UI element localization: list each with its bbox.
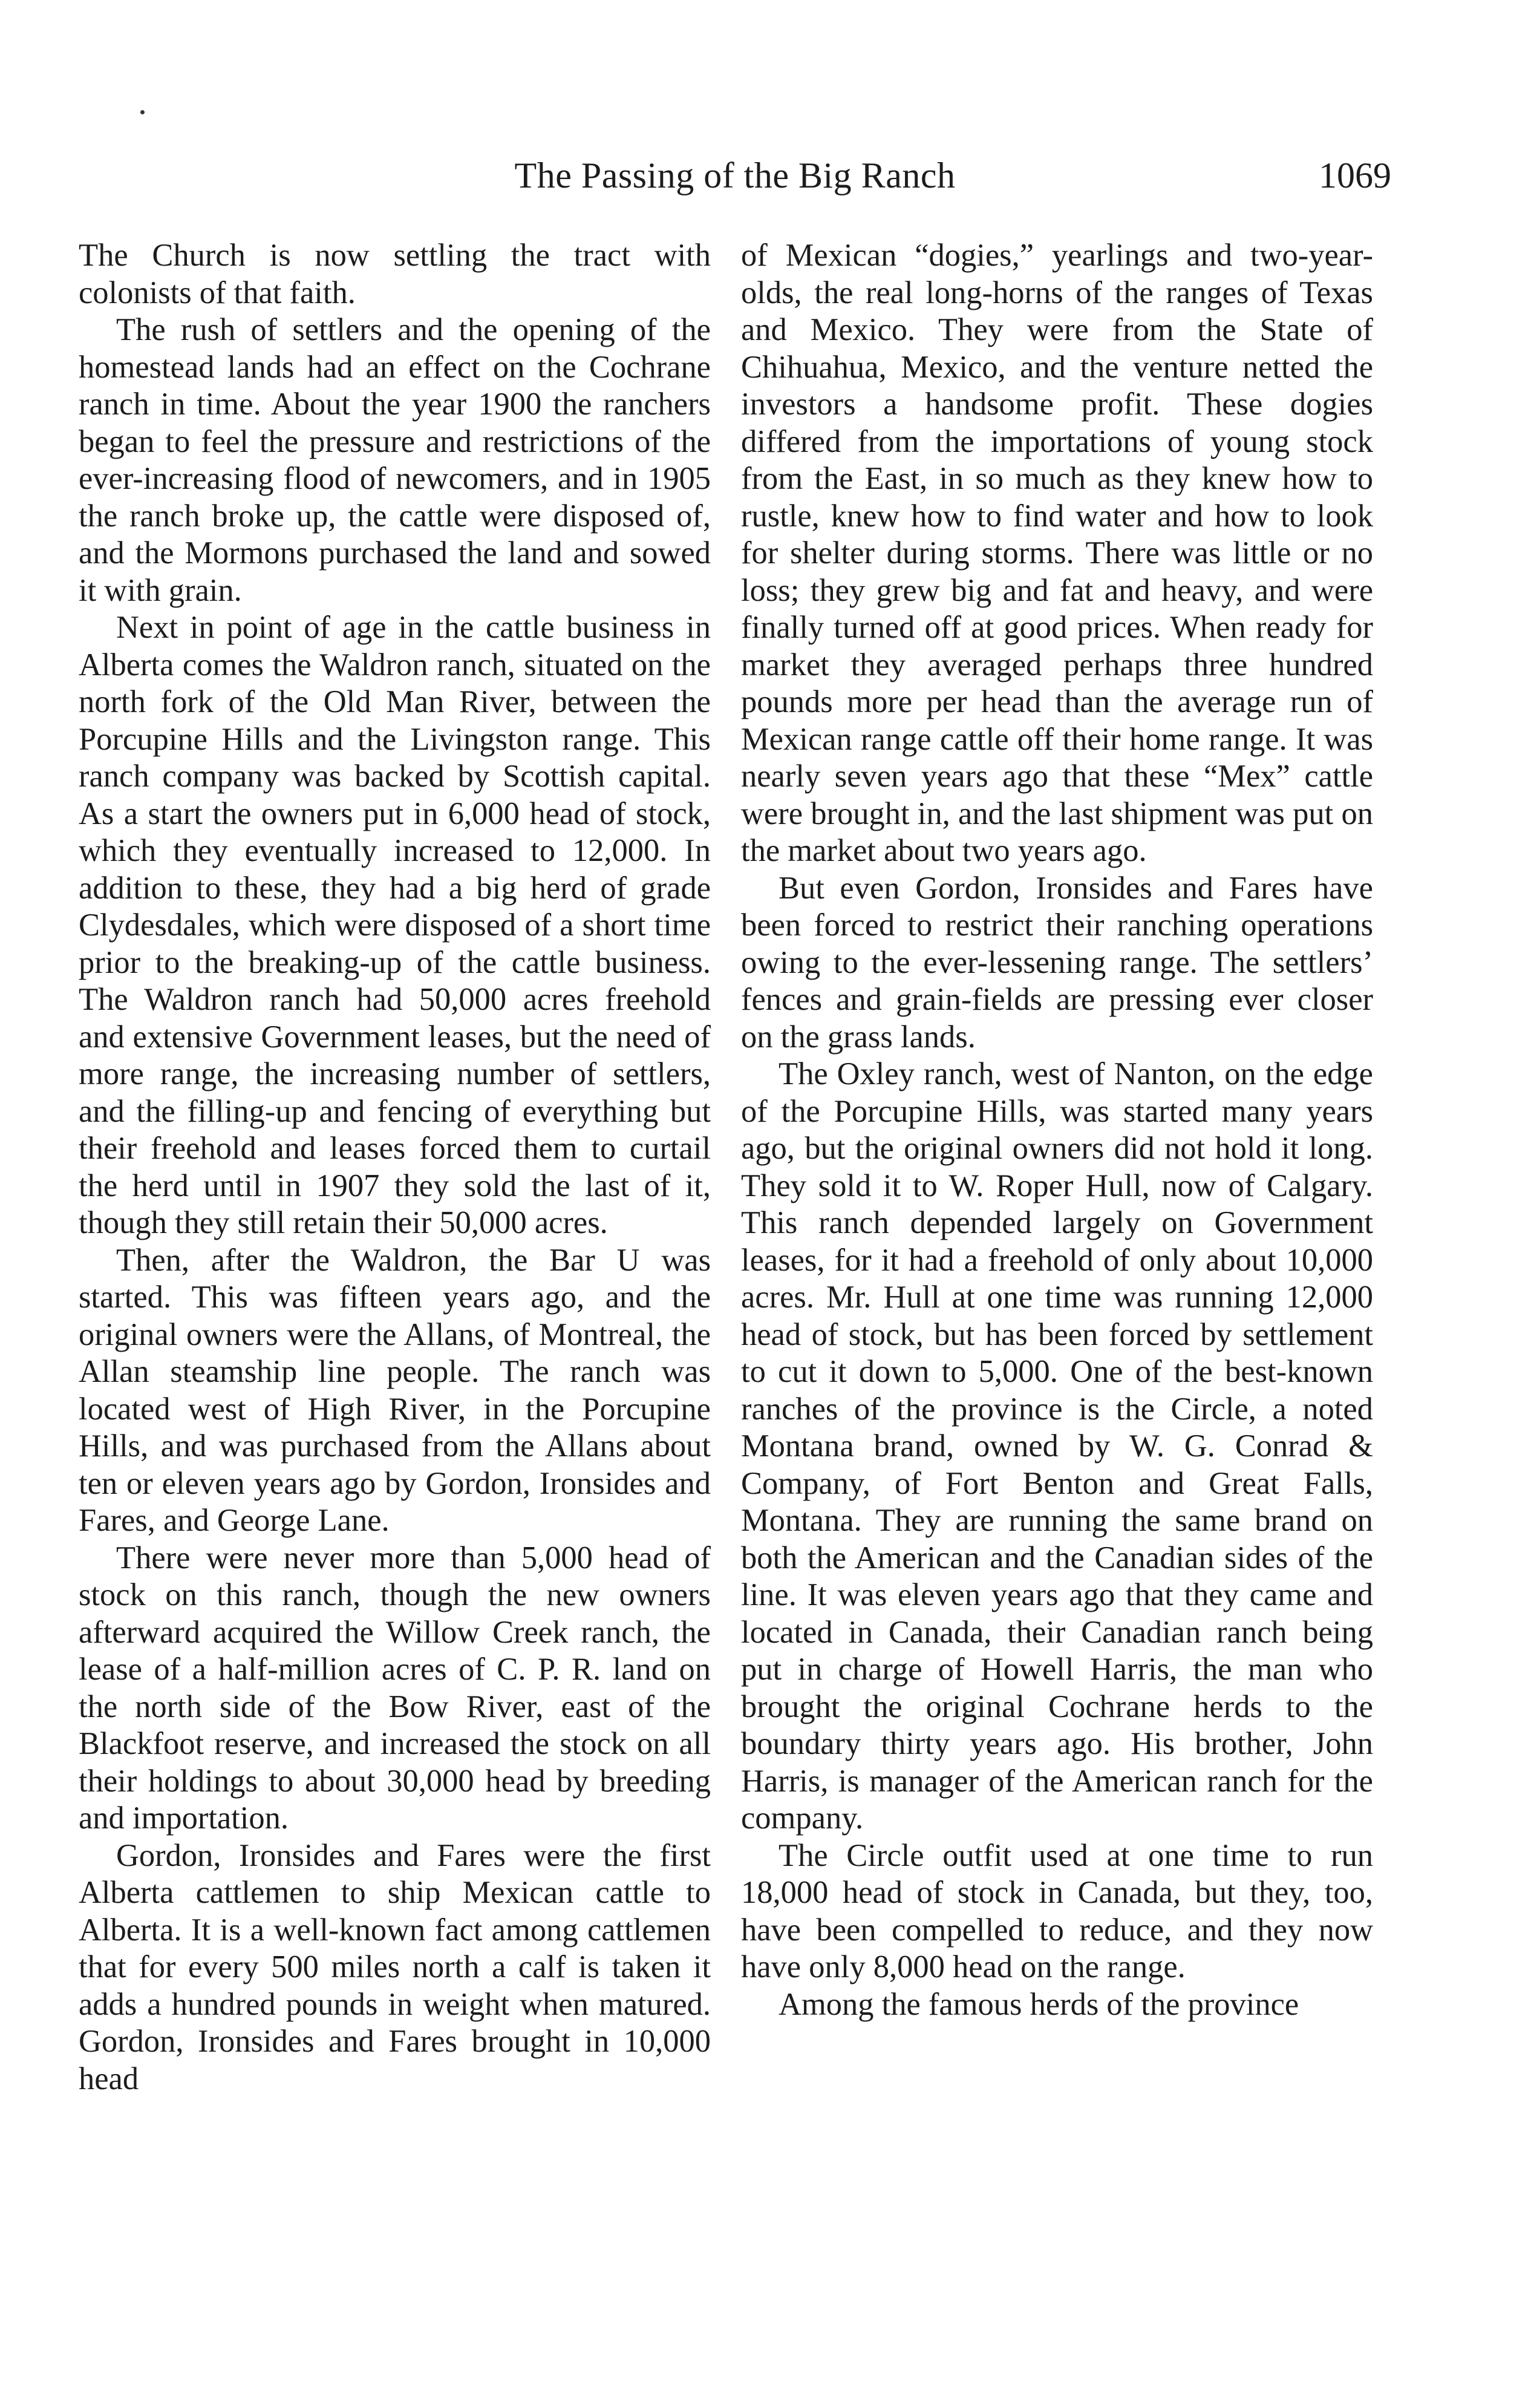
stray-ink-dot	[140, 110, 145, 114]
paragraph: Gordon, Ironsides and Fares were the first Alberta cattlemen to ship Mexican cattle to Alberta. It is a well-known fact among cattlemen that for every 500 miles north a calf is taken it adds a hundred pounds in weight when matured. Gordon, Ironsides and Fares brought in 10,000 head	[79, 1837, 711, 2096]
paragraph: Then, after the Waldron, the Bar U was started. This was fifteen years ago, and the original owners were the Allans, of Montreal, the Allan steamship line people. The ranch was located west of High River, in the Porcupine Hills, and was purchased from the Allans about ten or eleven years ago by Gordon, Ironsides and Fares, and George Lane.	[79, 1242, 711, 1538]
left-column	[79, 237, 711, 2098]
paragraph: The Church is now settling the tract with colonists of that faith.	[79, 238, 711, 310]
page-header	[79, 155, 1391, 209]
page-number: 1069	[1319, 155, 1391, 195]
paragraph: There were never more than 5,000 head of stock on this ranch, though the new owners afterward acquired the Willow Creek ranch, the lease of a half-million acres of C. P. R. land on the north side of the Bow River, east of the Blackfoot reserve, and increased the stock on all their holdings to about 30,000 head by breeding and importation.	[79, 1540, 711, 1836]
paragraph: The Circle outfit used at one time to run 18,000 head of stock in Canada, but they, too, have been compelled to reduce, and they now have only 8,000 head on the range.	[741, 1837, 1373, 1984]
paragraph: The Oxley ranch, west of Nanton, on the edge of the Porcupine Hills, was started many years ago, but the original owners did not hold it long. They sold it to W. Roper Hull, now of Calgary. This ranch depended largely on Government leases, for it had a freehold of only about 10,000 acres. Mr. Hull at one time was running 12,000 head of stock, but has been forced by settlement to cut it down to 5,000. One of the best-known ranches of the province is the Circle, a noted Montana brand, owned by W. G. Conrad & Company, of Fort Benton and Great Falls, Montana. They are running the same brand on both the American and the Canadian sides of the line. It was eleven years ago that they came and located in Canada, their Canadian ranch being put in charge of Howell Harris, the man who brought the original Cochrane herds to the boundary thirty years ago. His brother, John Harris, is manager of the American ranch for the company.	[741, 1056, 1373, 1836]
paragraph: of Mexican “dogies,” yearlings and two-year-olds, the real long-horns of the ranges of Texas and Mexico. They were from the State of Chihuahua, Mexico, and the venture netted the investors a handsome profit. These dogies differed from the importations of young stock from the East, in so much as they knew how to rustle, knew how to find water and how to look for shelter during storms. There was little or no loss; they grew big and fat and heavy, and were finally turned off at good prices. When ready for market they averaged perhaps three hundred pounds more per head than the average run of Mexican range cattle off their home range. It was nearly seven years ago that these “Mex” cattle were brought in, and the last shipment was put on the market about two years ago.	[741, 238, 1373, 868]
running-title: The Passing of the Big Ranch	[514, 155, 956, 195]
paragraph: Among the famous herds of the province	[779, 1986, 1299, 2022]
paragraph: Next in point of age in the cattle business in Alberta comes the Waldron ranch, situated on the north fork of the Old Man River, between the Porcupine Hills and the Livingston range. This ranch company was backed by Scottish capital. As a start the owners put in 6,000 head of stock, which they eventually increased to 12,000. In addition to these, they had a big herd of grade Clydesdales, which were disposed of a short time prior to the breaking-up of the cattle business. The Waldron ranch had 50,000 acres freehold and extensive Government leases, but the need of more range, the increasing number of settlers, and the filling-up and fencing of everything but their freehold and leases forced them to curtail the herd until in 1907 they sold the last of it, though they still retain their 50,000 acres.	[79, 610, 711, 1240]
right-column	[741, 237, 1373, 2023]
paragraph: The rush of settlers and the opening of the homestead lands had an effect on the Cochrane ranch in time. About the year 1900 the ranchers began to feel the pressure and restrictions of the ever-increasing flood of newcomers, and in 1905 the ranch broke up, the cattle were disposed of, and the Mormons purchased the land and sowed it with grain.	[79, 312, 711, 608]
paragraph: But even Gordon, Ironsides and Fares have been forced to restrict their ranching operations owing to the ever-lessening range. The settlers’ fences and grain-fields are pressing ever closer on the grass lands.	[741, 870, 1373, 1055]
